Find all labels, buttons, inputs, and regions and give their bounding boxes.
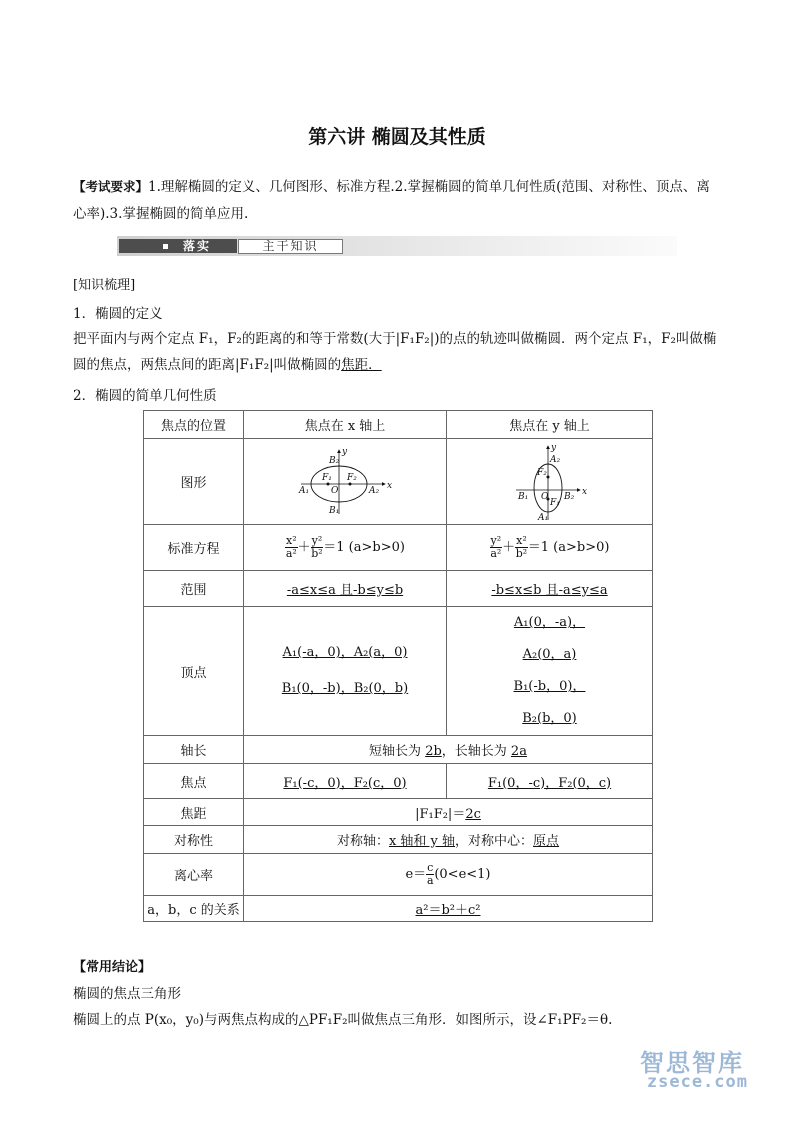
table-row <box>144 826 653 854</box>
row-label: 离心率 <box>144 854 244 896</box>
square-icon <box>163 244 168 249</box>
vertex-a2-label: A₂ <box>549 454 560 465</box>
item1-body <box>73 326 733 378</box>
vertex-b1-label: B₁ <box>329 505 340 516</box>
table-row <box>144 571 653 607</box>
section-banner <box>117 236 677 256</box>
vertex-x-a: A₁(-a，0)，A₂(a，0) <box>282 645 408 660</box>
axis-lengths: 短轴长为 2b，长轴长为 2a <box>244 736 653 764</box>
table-row <box>144 854 653 896</box>
range-y: -b≤x≤b 且-a≤y≤a <box>491 583 608 598</box>
origin-label: O <box>540 491 548 502</box>
item1-line2: 圆的焦点，两焦点间的距离|F₁F₂|叫做椭圆的 <box>73 357 342 373</box>
table-row <box>144 439 653 525</box>
row-label: 焦距 <box>144 799 244 826</box>
watermark-logo: 智思智库 <box>640 1049 744 1077</box>
row-label: 对称性 <box>144 826 244 854</box>
ellipse-y-axis-figure <box>510 442 590 522</box>
header-cell: 焦点在 x 轴上 <box>244 411 447 439</box>
vertex-y-a2: A₂(0，a) <box>522 647 577 662</box>
page-title: 第六讲 椭圆及其性质 <box>308 126 486 148</box>
focus-x: F₁(-c，0)，F₂(c，0) <box>283 775 407 791</box>
equation-y: $\frac{\text{y²}}{\text{a²}}$ ＋ $\frac{\text{x²}}{\text{b²}}$ ＝1 (a>b>0) <box>447 525 653 571</box>
vertex-y-b1: B₁(-b，0)， <box>513 679 586 694</box>
row-label: 标准方程 <box>144 525 244 571</box>
vertex-a1-label: A₁ <box>537 512 548 522</box>
origin-label: O <box>331 485 339 496</box>
table-row <box>144 764 653 799</box>
banner-right-label: 主干知识 <box>238 239 343 254</box>
banner-left-label: 落实 <box>183 239 212 253</box>
ellipse-x-axis-figure <box>295 446 395 518</box>
ellipse-properties-table <box>143 410 653 922</box>
focal-triangle-text: 椭圆上的点 P(x₀，y₀)与两焦点构成的△PF₁F₂叫做焦点三角形．如图所示，设∠F₁PF₂＝θ. <box>73 1012 613 1028</box>
watermark-url: zsece.com <box>646 1072 748 1092</box>
exam-requirements <box>73 173 723 228</box>
vertex-b2-label: B₂ <box>563 491 574 502</box>
header-cell: 焦点的位置 <box>144 411 244 439</box>
vertex-x-b: B₁(0，-b)，B₂(0，b) <box>281 681 409 696</box>
common-conclusion-heading: 【常用结论】 <box>73 960 152 975</box>
table-row <box>144 896 653 922</box>
vertex-y-b2: B₂(b，0) <box>522 711 577 726</box>
x-axis-label: x <box>387 480 393 491</box>
table-row <box>144 525 653 571</box>
item1-heading: 1．椭圆的定义 <box>73 306 163 322</box>
table-row <box>144 411 653 439</box>
focal-distance-term: 焦距． <box>341 357 382 373</box>
table-row <box>144 736 653 764</box>
item1-line1: 把平面内与两个定点 F₁，F₂的距离的和等于常数(大于|F₁F₂|)的点的轨迹叫做椭圆．两个定点 F₁，F₂叫做椭 <box>73 331 717 347</box>
y-axis-label: y <box>342 446 348 457</box>
range-x: -a≤x≤a 且-b≤y≤b <box>286 583 404 598</box>
symmetry: 对称轴：x 轴和 y 轴，对称中心：原点 <box>244 826 653 854</box>
y-axis-label: y <box>550 442 556 453</box>
vertex-b2-label: B₂ <box>329 455 340 466</box>
knowledge-heading: [知识梳理] <box>73 278 136 293</box>
vertex-a2-label: A₂ <box>369 485 380 496</box>
focus-f2-label: F₂ <box>536 467 547 478</box>
abc-relation: a²＝b²＋c² <box>415 903 481 918</box>
focus-f1-label: F₁ <box>549 497 560 508</box>
item2-heading: 2．椭圆的简单几何性质 <box>73 388 217 404</box>
header-cell: 焦点在 y 轴上 <box>447 411 653 439</box>
row-label: 轴长 <box>144 736 244 764</box>
vertex-y-a1: A₁(0，-a)， <box>513 615 586 630</box>
focus-f1-label: F₁ <box>322 472 332 483</box>
focus-f2-label: F₂ <box>347 472 357 483</box>
row-label: 图形 <box>144 439 244 525</box>
row-label: 范围 <box>144 571 244 607</box>
focal-distance: |F₁F₂|＝2c <box>244 799 653 826</box>
x-axis-label: x <box>581 486 587 497</box>
table-row <box>144 799 653 826</box>
equation-x: $\frac{\text{x²}}{\text{a²}}$ ＋ $\frac{\text{y²}}{\text{b²}}$ ＝1 (a>b>0) <box>244 525 447 571</box>
requirements-label: 【考试要求】 <box>73 179 149 194</box>
eccentricity: e＝ $\frac{c}{a}$ (0<e<1) <box>244 854 653 896</box>
row-label: 顶点 <box>144 607 244 736</box>
row-label: 焦点 <box>144 764 244 799</box>
focal-triangle-subheading: 椭圆的焦点三角形 <box>73 986 181 1002</box>
focus-y: F₁(0，-c)，F₂(0，c) <box>487 775 612 791</box>
vertex-a1-label: A₁ <box>299 485 310 496</box>
requirements-text: 1.理解椭圆的定义、几何图形、标准方程.2.掌握椭圆的简单几何性质(范围、对称性、顶点、离心率).3.掌握椭圆的简单应用. <box>73 179 710 222</box>
table-row <box>144 607 653 736</box>
vertex-b1-label: B₁ <box>517 491 528 502</box>
row-label: a，b，c 的关系 <box>144 896 244 922</box>
